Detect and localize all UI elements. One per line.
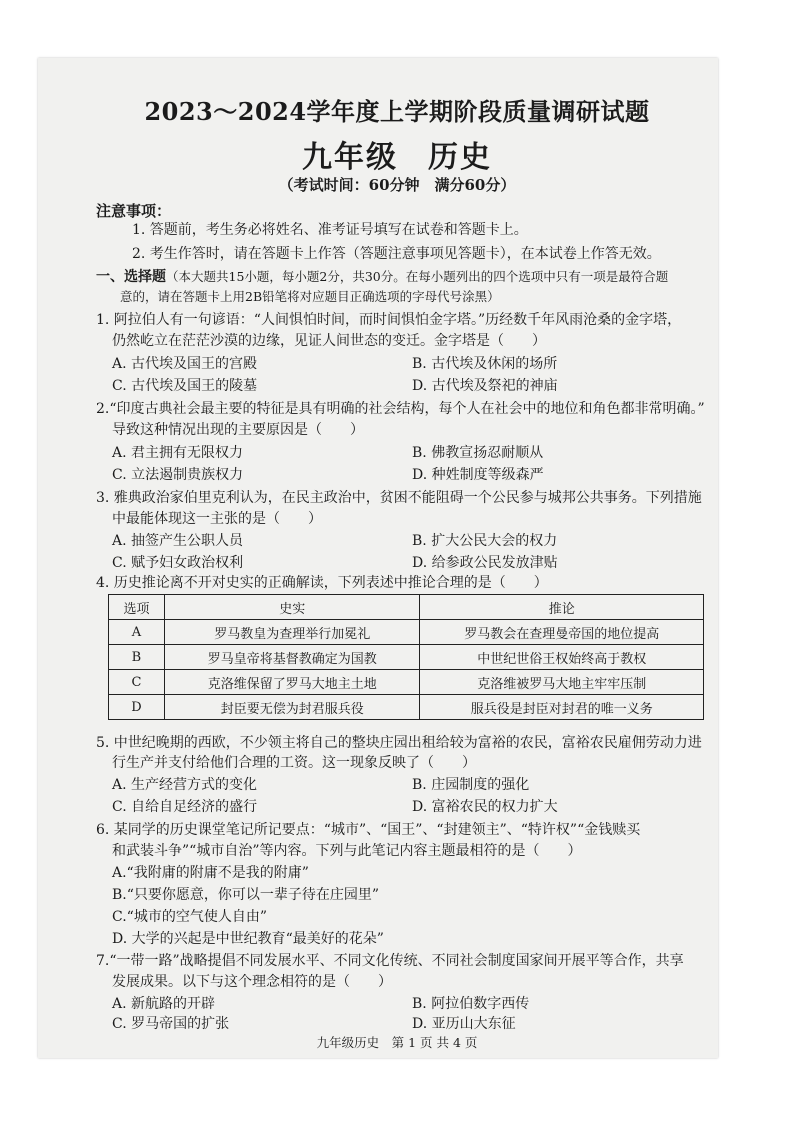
table-cell-fact: 克洛维保留了罗马大地主土地 — [164, 670, 420, 695]
question-3-option-a: A. 抽签产生公职人员 — [112, 533, 244, 549]
notice-item-1: 1. 答题前，考生务必将姓名、准考证号填写在试卷和答题卡上。 — [132, 222, 528, 238]
table-cell-option: B — [109, 645, 165, 670]
question-1-option-b: B. 古代埃及休闲的场所 — [412, 356, 558, 372]
table-cell-inference: 服兵役是封臣对封君的唯一义务 — [420, 695, 704, 720]
question-1-stem-line2: 仍然屹立在茫茫沙漠的边缘，见证人间世态的变迁。金字塔是（ ） — [112, 333, 546, 349]
table-header-cell: 推论 — [420, 595, 704, 620]
question-6-option-c: C.“城市的空气使人自由” — [112, 909, 267, 925]
section1-instruction-b: 意的，请在答题卡上用2B铅笔将对应题目正确选项的字母代号涂黑） — [120, 289, 500, 304]
question-5-stem-line2: 行生产并支付给他们合理的工资。这一现象反映了（ ） — [112, 755, 476, 771]
question-4-table — [108, 594, 704, 720]
question-7-option-a: A. 新航路的开辟 — [112, 996, 216, 1012]
question-2-option-a: A. 君主拥有无限权力 — [112, 445, 244, 461]
grade-subject-title — [0, 132, 794, 176]
question-4-stem: 4. 历史推论离不开对史实的正确解读，下列表述中推论合理的是（ ） — [96, 575, 548, 591]
table-cell-inference: 中世纪世俗王权始终高于教权 — [420, 645, 704, 670]
section1-header — [96, 268, 668, 286]
question-5-option-c: C. 自给自足经济的盛行 — [112, 799, 258, 815]
table-cell-inference: 罗马教会在查理曼帝国的地位提高 — [420, 620, 704, 645]
question-3-option-c: C. 赋予妇女政治权利 — [112, 555, 244, 571]
question-7-option-c: C. 罗马帝国的扩张 — [112, 1016, 230, 1032]
question-3-option-b: B. 扩大公民大会的权力 — [412, 533, 558, 549]
table-cell-fact: 罗马皇帝将基督教确定为国教 — [164, 645, 420, 670]
table-cell-option: A — [109, 620, 165, 645]
question-2-stem-line2: 导致这种情况出现的主要原因是（ ） — [112, 422, 364, 438]
question-6-stem-line2: 和武装斗争”“城市自治”等内容。下列与此笔记内容主题最相符的是（ ） — [112, 843, 582, 859]
question-1-option-a: A. 古代埃及国王的宫殿 — [112, 356, 258, 372]
section1-heading: 一、选择题 — [96, 269, 166, 285]
question-3-option-d: D. 给参政公民发放津贴 — [412, 555, 558, 571]
question-1-option-d: D. 古代埃及祭祀的神庙 — [412, 378, 558, 394]
table-header-cell: 史实 — [164, 595, 420, 620]
question-1-option-c: C. 古代埃及国王的陵墓 — [112, 378, 258, 394]
table-cell-fact: 罗马教皇为查理举行加冕礼 — [164, 620, 420, 645]
question-6-option-b: B.“只要你愿意，你可以一辈子待在庄园里” — [112, 887, 380, 903]
page-footer: 九年级历史 第 1 页 共 4 页 — [316, 1035, 478, 1050]
grade-label: 九年级 — [302, 140, 398, 175]
question-3-stem-line2: 中最能体现这一主张的是（ ） — [112, 511, 322, 527]
question-5-option-b: B. 庄园制度的强化 — [412, 777, 530, 793]
subject-label: 历史 — [428, 140, 492, 175]
exam-info: （考试时间：60分钟 满分60分） — [278, 176, 516, 194]
table-row — [109, 670, 704, 695]
question-7-option-b: B. 阿拉伯数字西传 — [412, 996, 530, 1012]
notice-heading: 注意事项： — [96, 202, 172, 220]
question-2-stem-line1: 2.“印度古典社会最主要的特征是具有明确的社会结构，每个人在社会中的地位和角色都非常明确。” — [96, 401, 705, 417]
question-2-option-d: D. 种姓制度等级森严 — [412, 467, 544, 483]
question-6-option-d: D. 大学的兴起是中世纪教育“最美好的花朵” — [112, 931, 384, 947]
question-6-option-a: A.“我附庸的附庸不是我的附庸” — [112, 865, 309, 881]
table-cell-fact: 封臣要无偿为封君服兵役 — [164, 695, 420, 720]
table-cell-inference: 克洛维被罗马大地主牢牢压制 — [420, 670, 704, 695]
question-7-option-d: D. 亚历山大东征 — [412, 1016, 516, 1032]
question-5-stem-line1: 5. 中世纪晚期的西欧，不少领主将自己的整块庄园出租给较为富裕的农民，富裕农民雇佣劳动力进 — [96, 735, 702, 751]
section1-instruction-a: （本大题共15小题，每小题2分，共30分。在每小题列出的四个选项中只有一项是最符合题 — [166, 269, 669, 284]
question-2-option-c: C. 立法遏制贵族权力 — [112, 467, 244, 483]
question-7-stem-line1: 7.“一带一路”战略提倡不同发展水平、不同文化传统、不同社会制度国家间开展平等合作，共享 — [96, 953, 684, 969]
question-1-stem-line1: 1. 阿拉伯人有一句谚语：“人间惧怕时间，而时间惧怕金字塔。”历经数千年风雨沧桑的金字塔， — [96, 312, 682, 328]
table-row — [109, 695, 704, 720]
question-7-stem-line2: 发展成果。以下与这个理念相符的是（ ） — [112, 974, 392, 990]
question-3-stem-line1: 3. 雅典政治家伯里克利认为，在民主政治中，贫困不能阻碍一个公民参与城邦公共事务。下列措施 — [96, 490, 702, 506]
exam-title: 2023～2024学年度上学期阶段质量调研试题 — [144, 97, 650, 126]
question-6-stem-line1: 6. 某同学的历史课堂笔记所记要点：“城市”、“国王”、“封建领主”、“特许权”“金钱赎买 — [96, 822, 641, 838]
table-cell-option: C — [109, 670, 165, 695]
question-2-option-b: B. 佛教宣扬忍耐顺从 — [412, 445, 544, 461]
table-row — [109, 645, 704, 670]
table-row — [109, 620, 704, 645]
question-5-option-a: A. 生产经营方式的变化 — [112, 777, 258, 793]
question-5-option-d: D. 富裕农民的权力扩大 — [412, 799, 558, 815]
table-header-row — [109, 595, 704, 620]
table-header-cell: 选项 — [109, 595, 165, 620]
table-cell-option: D — [109, 695, 165, 720]
notice-item-2: 2. 考生作答时，请在答题卡上作答（答题注意事项见答题卡），在本试卷上作答无效。 — [132, 246, 661, 262]
